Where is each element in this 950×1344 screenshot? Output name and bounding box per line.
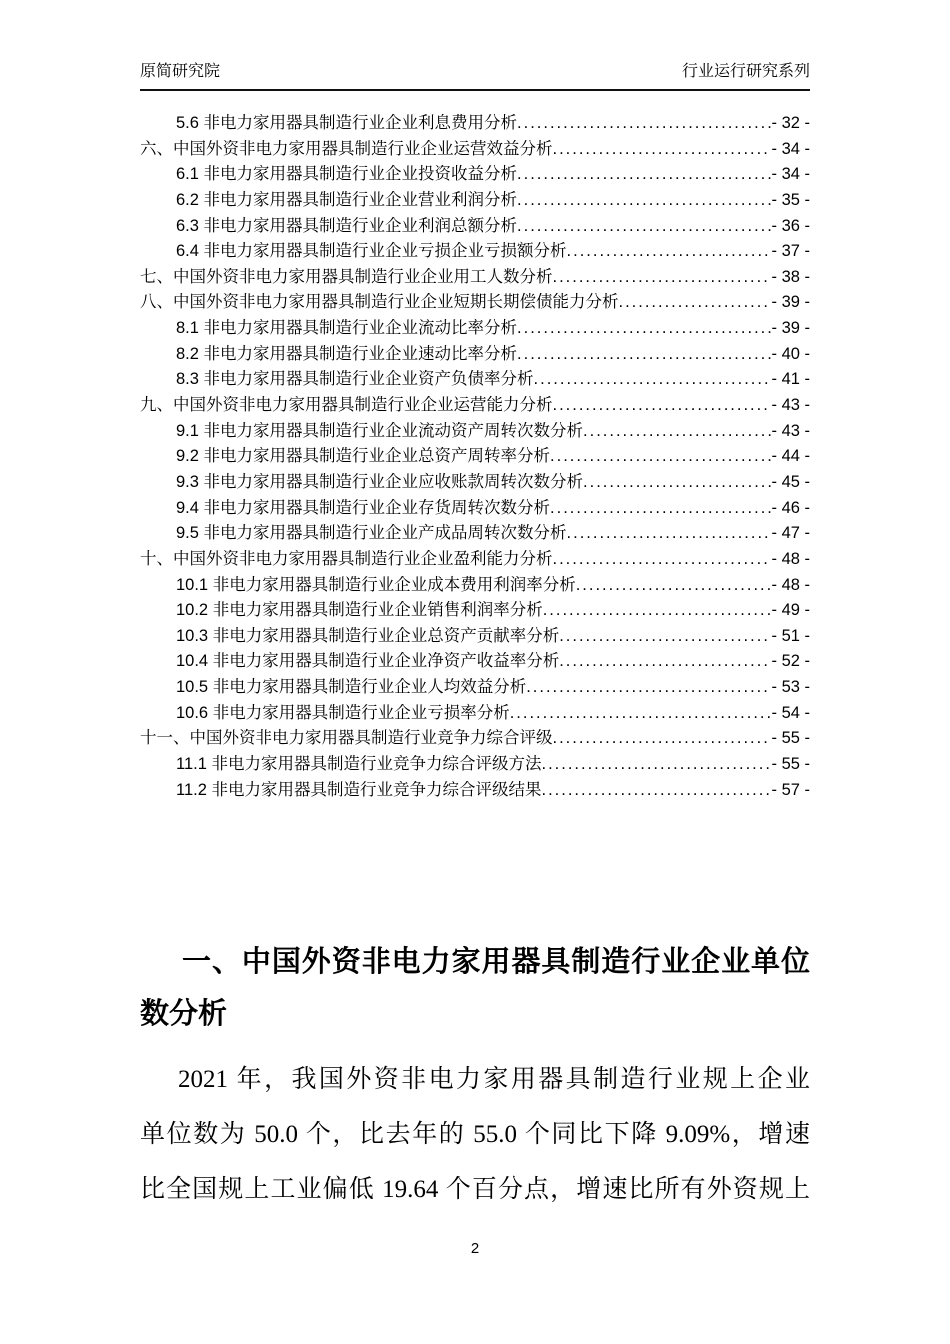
toc-page-number: - 39 - [771, 293, 810, 312]
toc-entry-title: 六、中国外资非电力家用器具制造行业企业运营效益分析 [140, 139, 553, 158]
toc-entry[interactable] [140, 419, 810, 445]
toc-leader-dots [517, 342, 771, 368]
toc-page-number: - 34 - [771, 165, 810, 184]
toc-leader-dots [517, 162, 771, 188]
toc-leader-dots [550, 444, 771, 470]
toc-page-number: - 32 - [771, 114, 810, 132]
toc-entry[interactable] [140, 444, 810, 470]
toc-entry[interactable] [140, 726, 810, 752]
toc-entry-title: 8.3 非电力家用器具制造行业企业资产负债率分析 [176, 370, 534, 389]
toc-leader-dots [576, 573, 772, 599]
toc-page-number: - 48 - [771, 575, 810, 594]
toc-entry[interactable] [140, 778, 810, 804]
toc-entry-title: 6.1 非电力家用器具制造行业企业投资收益分析 [176, 165, 518, 184]
toc-leader-dots [567, 521, 772, 547]
toc-entry-title: 八、中国外资非电力家用器具制造行业企业短期长期偿债能力分析 [140, 293, 619, 312]
toc-page-number: - 49 - [771, 601, 810, 620]
toc-entry[interactable] [140, 393, 810, 419]
toc-entry-title: 6.4 非电力家用器具制造行业企业亏损企业亏损额分析 [176, 242, 567, 261]
toc-page-number: - 37 - [771, 242, 810, 261]
body-paragraph [140, 1052, 810, 1217]
toc-leader-dots [553, 547, 772, 573]
toc-leader-dots [553, 393, 772, 419]
toc-page-number: - 44 - [771, 447, 810, 466]
toc-page-number: - 41 - [771, 370, 810, 389]
toc-entry[interactable] [140, 496, 810, 522]
page-footer [0, 1240, 950, 1257]
toc-entry-title: 9.5 非电力家用器具制造行业企业产成品周转次数分析 [176, 524, 567, 543]
toc-entry-title: 10.2 非电力家用器具制造行业企业销售利润率分析 [176, 601, 543, 620]
toc-entry[interactable] [140, 701, 810, 727]
toc-entry[interactable] [140, 752, 810, 778]
toc-entry-title: 11.2 非电力家用器具制造行业竞争力综合评级结果 [176, 780, 542, 799]
toc-leader-dots [510, 701, 772, 727]
toc-page-number: - 45 - [771, 472, 810, 491]
toc-page-number: - 52 - [771, 652, 810, 671]
toc-page-number: - 54 - [771, 703, 810, 722]
toc-leader-dots [517, 316, 771, 342]
toc-entry[interactable] [140, 214, 810, 240]
toc-entry-title: 十、中国外资非电力家用器具制造行业企业盈利能力分析 [140, 549, 553, 568]
header-right-text: 行业运行研究系列 [681, 63, 810, 80]
toc-page-number: - 55 - [771, 755, 810, 774]
toc-leader-dots [550, 496, 771, 522]
toc-page-number: - 39 - [771, 319, 810, 338]
toc-leader-dots [534, 367, 772, 393]
body-text-line: 单位数为 50.0 个，比去年的 55.0 个同比下降 9.09%，增速 [140, 1121, 810, 1148]
toc-entry[interactable] [140, 290, 810, 316]
toc-entry[interactable] [140, 367, 810, 393]
toc-page-number: - 57 - [771, 780, 810, 799]
toc-page-number: - 53 - [771, 678, 810, 697]
toc-entry-title: 8.1 非电力家用器具制造行业企业流动比率分析 [176, 319, 518, 338]
toc-leader-dots [517, 111, 771, 137]
toc-entry-title: 8.2 非电力家用器具制造行业企业速动比率分析 [176, 344, 518, 363]
toc-entry-title: 9.1 非电力家用器具制造行业企业流动资产周转次数分析 [176, 421, 584, 440]
toc-page-number: - 36 - [771, 216, 810, 235]
body-text-line: 比全国规上工业偏低 19.64 个百分点，增速比所有外资规上 [140, 1176, 810, 1203]
toc-leader-dots [567, 239, 772, 265]
toc-entry-title: 10.5 非电力家用器具制造行业企业人均效益分析 [176, 678, 527, 697]
toc-page-number: - 55 - [771, 729, 810, 748]
toc-entry-title: 9.4 非电力家用器具制造行业企业存货周转次数分析 [176, 498, 551, 517]
page-header [140, 60, 810, 91]
table-of-contents [140, 111, 810, 803]
toc-leader-dots [526, 675, 771, 701]
toc-entry[interactable] [140, 342, 810, 368]
header-left-text: 原简研究院 [140, 63, 221, 80]
toc-entry[interactable] [140, 598, 810, 624]
toc-page-number: - 46 - [771, 498, 810, 517]
toc-entry[interactable] [140, 239, 810, 265]
toc-entry[interactable] [140, 265, 810, 291]
toc-page-number: - 35 - [771, 190, 810, 209]
toc-page-number: - 48 - [771, 549, 810, 568]
toc-entry[interactable] [140, 162, 810, 188]
toc-entry[interactable] [140, 188, 810, 214]
toc-entry[interactable] [140, 675, 810, 701]
toc-leader-dots [619, 290, 772, 316]
toc-page-number: - 34 - [771, 139, 810, 158]
toc-entry-title: 七、中国外资非电力家用器具制造行业企业用工人数分析 [140, 267, 553, 286]
toc-leader-dots [559, 624, 771, 650]
toc-leader-dots [553, 265, 772, 291]
toc-entry[interactable] [140, 470, 810, 496]
toc-entry[interactable] [140, 624, 810, 650]
toc-page-number: - 43 - [771, 421, 810, 440]
toc-entry[interactable] [140, 111, 810, 137]
toc-entry[interactable] [140, 137, 810, 163]
toc-entry-title: 10.6 非电力家用器具制造行业企业亏损率分析 [176, 703, 510, 722]
toc-entry[interactable] [140, 547, 810, 573]
toc-entry-title: 10.4 非电力家用器具制造行业企业净资产收益率分析 [176, 652, 560, 671]
toc-entry-title: 9.2 非电力家用器具制造行业企业总资产周转率分析 [176, 447, 551, 466]
page-number: 2 [470, 1240, 480, 1257]
toc-leader-dots [541, 778, 771, 804]
body-text-line: 2021 年，我国外资非电力家用器具制造行业规上企业 [178, 1066, 810, 1093]
toc-page-number: - 51 - [771, 626, 810, 645]
toc-leader-dots [583, 470, 771, 496]
toc-entry-title: 11.1 非电力家用器具制造行业竞争力综合评级方法 [176, 755, 542, 774]
toc-leader-dots [583, 419, 771, 445]
toc-page-number: - 43 - [771, 396, 810, 415]
toc-page-number: - 40 - [771, 344, 810, 363]
toc-leader-dots [517, 188, 771, 214]
section-heading-line: 数分析 [140, 998, 228, 1030]
toc-entry-title: 6.2 非电力家用器具制造行业企业营业利润分析 [176, 190, 518, 209]
toc-leader-dots [559, 649, 771, 675]
toc-page-number: - 47 - [771, 524, 810, 543]
section-heading [140, 936, 810, 1040]
toc-leader-dots [543, 598, 772, 624]
toc-leader-dots [517, 214, 771, 240]
toc-leader-dots [553, 137, 772, 163]
toc-leader-dots [553, 726, 772, 752]
toc-entry[interactable] [140, 521, 810, 547]
toc-entry-title: 九、中国外资非电力家用器具制造行业企业运营能力分析 [140, 396, 553, 415]
section-heading-line: 一、中国外资非电力家用器具制造行业企业单位 [182, 946, 810, 978]
toc-entry-title: 10.3 非电力家用器具制造行业企业总资产贡献率分析 [176, 626, 560, 645]
toc-leader-dots [541, 752, 771, 778]
toc-entry-title: 6.3 非电力家用器具制造行业企业利润总额分析 [176, 216, 518, 235]
toc-page-number: - 38 - [771, 267, 810, 286]
toc-entry-title: 十一、中国外资非电力家用器具制造行业竞争力综合评级 [140, 729, 553, 748]
toc-entry-title: 5.6 非电力家用器具制造行业企业利息费用分析 [176, 114, 518, 132]
toc-entry[interactable] [140, 573, 810, 599]
toc-entry[interactable] [140, 649, 810, 675]
toc-entry-title: 9.3 非电力家用器具制造行业企业应收账款周转次数分析 [176, 472, 584, 491]
toc-entry-title: 10.1 非电力家用器具制造行业企业成本费用利润率分析 [176, 575, 576, 594]
toc-entry[interactable] [140, 316, 810, 342]
